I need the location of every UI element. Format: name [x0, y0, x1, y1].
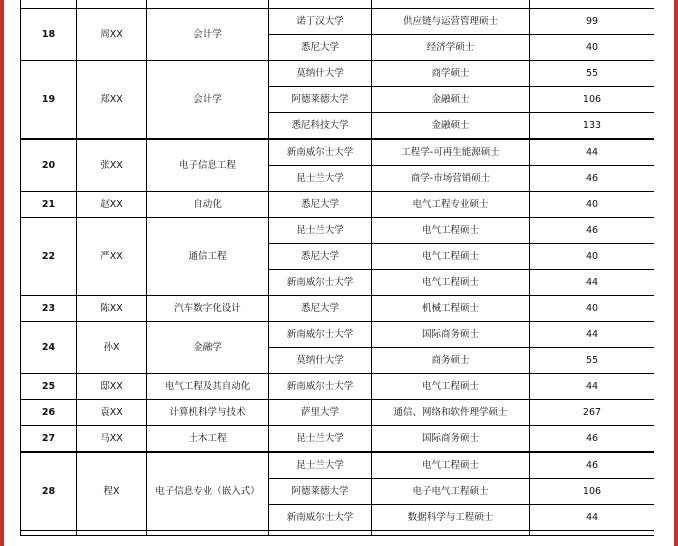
program-cell: 国际商务硕士	[372, 426, 530, 453]
program-cell: 电气工程专业硕士	[372, 192, 530, 218]
table-row	[21, 9, 655, 35]
ranking-cell: 40	[530, 296, 655, 322]
table-row	[21, 296, 655, 322]
offer-table	[20, 0, 654, 536]
program-cell: 金融硕士	[372, 87, 530, 113]
student-number-cell: 25	[21, 374, 77, 400]
undergrad-major-cell: 通信工程	[147, 218, 269, 296]
university-cell: 悉尼大学	[269, 244, 372, 270]
ranking-cell: 46	[530, 166, 655, 192]
student-number-cell: 28	[21, 452, 77, 531]
table-row	[21, 374, 655, 400]
student-number-cell: 24	[21, 322, 77, 374]
university-cell: 悉尼科技大学	[269, 113, 372, 140]
ranking-cell: 44	[530, 270, 655, 296]
program-cell: 机械工程硕士	[372, 296, 530, 322]
table-row	[21, 61, 655, 87]
ranking-cell: 99	[530, 9, 655, 35]
table-row	[21, 322, 655, 348]
ranking-cell: 55	[530, 348, 655, 374]
university-cell: 新南威尔士大学	[269, 139, 372, 166]
undergrad-major-cell: 电气工程及其自动化	[147, 374, 269, 400]
undergrad-major-cell: 电子信息专业（嵌入式）	[147, 452, 269, 531]
student-name-cell	[77, 0, 147, 9]
undergrad-major-cell	[147, 0, 269, 9]
table-row	[21, 531, 655, 536]
program-cell: 电气工程硕士	[372, 374, 530, 400]
program-cell: 经济学硕士	[372, 35, 530, 61]
ranking-cell: 133	[530, 113, 655, 140]
student-name-cell: 马XX	[77, 426, 147, 453]
university-cell: 悉尼大学	[269, 296, 372, 322]
university-cell: 阿德莱德大学	[269, 479, 372, 505]
table-row	[21, 218, 655, 244]
university-cell: 阿德莱德大学	[269, 87, 372, 113]
student-name-cell: 张XX	[77, 139, 147, 192]
undergrad-major-cell: 计算机科学与技术	[147, 400, 269, 426]
university-cell: 昆士兰大学	[269, 218, 372, 244]
student-name-cell: 邸XX	[77, 374, 147, 400]
university-cell: 昆士兰大学	[269, 426, 372, 453]
student-name-cell: 严XX	[77, 218, 147, 296]
university-cell: 悉尼大学	[269, 192, 372, 218]
ranking-cell: 44	[530, 374, 655, 400]
university-cell	[269, 0, 372, 9]
university-cell: 新南威尔士大学	[269, 505, 372, 531]
university-cell: 昆士兰大学	[269, 452, 372, 479]
ranking-cell: 40	[530, 35, 655, 61]
table-row	[21, 426, 655, 453]
student-name-cell: 程X	[77, 452, 147, 531]
program-cell: 通信、网络和软件理学硕士	[372, 400, 530, 426]
ranking-cell: 44	[530, 322, 655, 348]
ranking-cell: 44	[530, 139, 655, 166]
student-name-cell: 周XX	[77, 9, 147, 61]
program-cell: 供应链与运营管理硕士	[372, 9, 530, 35]
student-name-cell: 郑XX	[77, 61, 147, 140]
program-cell	[372, 531, 530, 536]
student-name-cell: 孙X	[77, 322, 147, 374]
university-cell: 莫纳什大学	[269, 348, 372, 374]
right-border-line	[674, 0, 678, 546]
university-cell: 莫纳什大学	[269, 61, 372, 87]
program-cell: 数据科学与工程硕士	[372, 505, 530, 531]
student-number-cell: 18	[21, 9, 77, 61]
ranking-cell: 46	[530, 452, 655, 479]
ranking-cell: 40	[530, 244, 655, 270]
university-cell: 昆士兰大学	[269, 166, 372, 192]
undergrad-major-cell	[147, 531, 269, 536]
university-cell: 悉尼大学	[269, 35, 372, 61]
student-number-cell	[21, 0, 77, 9]
ranking-cell: 267	[530, 400, 655, 426]
table-row	[21, 0, 655, 9]
program-cell: 电气工程硕士	[372, 244, 530, 270]
program-cell: 工程学-可再生能源硕士	[372, 139, 530, 166]
ranking-cell	[530, 0, 655, 9]
student-number-cell: 22	[21, 218, 77, 296]
program-cell: 电气工程硕士	[372, 452, 530, 479]
ranking-cell: 55	[530, 61, 655, 87]
undergrad-major-cell: 自动化	[147, 192, 269, 218]
offer-table-sheet	[20, 0, 654, 546]
ranking-cell: 46	[530, 426, 655, 453]
student-number-cell: 26	[21, 400, 77, 426]
undergrad-major-cell: 土木工程	[147, 426, 269, 453]
program-cell: 电气工程硕士	[372, 270, 530, 296]
table-row	[21, 452, 655, 479]
university-cell: 萨里大学	[269, 400, 372, 426]
ranking-cell: 106	[530, 479, 655, 505]
program-cell: 国际商务硕士	[372, 322, 530, 348]
undergrad-major-cell: 会计学	[147, 9, 269, 61]
table-row	[21, 400, 655, 426]
undergrad-major-cell: 电子信息工程	[147, 139, 269, 192]
table-row	[21, 139, 655, 166]
program-cell: 电子电气工程硕士	[372, 479, 530, 505]
program-cell: 商学硕士	[372, 61, 530, 87]
student-number-cell: 21	[21, 192, 77, 218]
program-cell: 金融硕士	[372, 113, 530, 140]
left-border-line	[0, 0, 4, 546]
undergrad-major-cell: 汽车数字化设计	[147, 296, 269, 322]
university-cell	[269, 531, 372, 536]
ranking-cell: 44	[530, 505, 655, 531]
ranking-cell: 106	[530, 87, 655, 113]
student-name-cell: 袁XX	[77, 400, 147, 426]
ranking-cell	[530, 531, 655, 536]
student-number-cell: 19	[21, 61, 77, 140]
student-number-cell: 23	[21, 296, 77, 322]
table-row	[21, 192, 655, 218]
program-cell	[372, 0, 530, 9]
ranking-cell: 46	[530, 218, 655, 244]
student-name-cell: 赵XX	[77, 192, 147, 218]
program-cell: 商务硕士	[372, 348, 530, 374]
student-number-cell: 20	[21, 139, 77, 192]
university-cell: 新南威尔士大学	[269, 322, 372, 348]
undergrad-major-cell: 金融学	[147, 322, 269, 374]
program-cell: 电气工程硕士	[372, 218, 530, 244]
student-name-cell	[77, 531, 147, 536]
student-number-cell	[21, 531, 77, 536]
offer-table-body	[21, 0, 655, 536]
student-name-cell: 陈XX	[77, 296, 147, 322]
university-cell: 诺丁汉大学	[269, 9, 372, 35]
undergrad-major-cell: 会计学	[147, 61, 269, 140]
program-cell: 商学-市场营销硕士	[372, 166, 530, 192]
ranking-cell: 40	[530, 192, 655, 218]
student-number-cell: 27	[21, 426, 77, 453]
university-cell: 新南威尔士大学	[269, 270, 372, 296]
university-cell: 新南威尔士大学	[269, 374, 372, 400]
